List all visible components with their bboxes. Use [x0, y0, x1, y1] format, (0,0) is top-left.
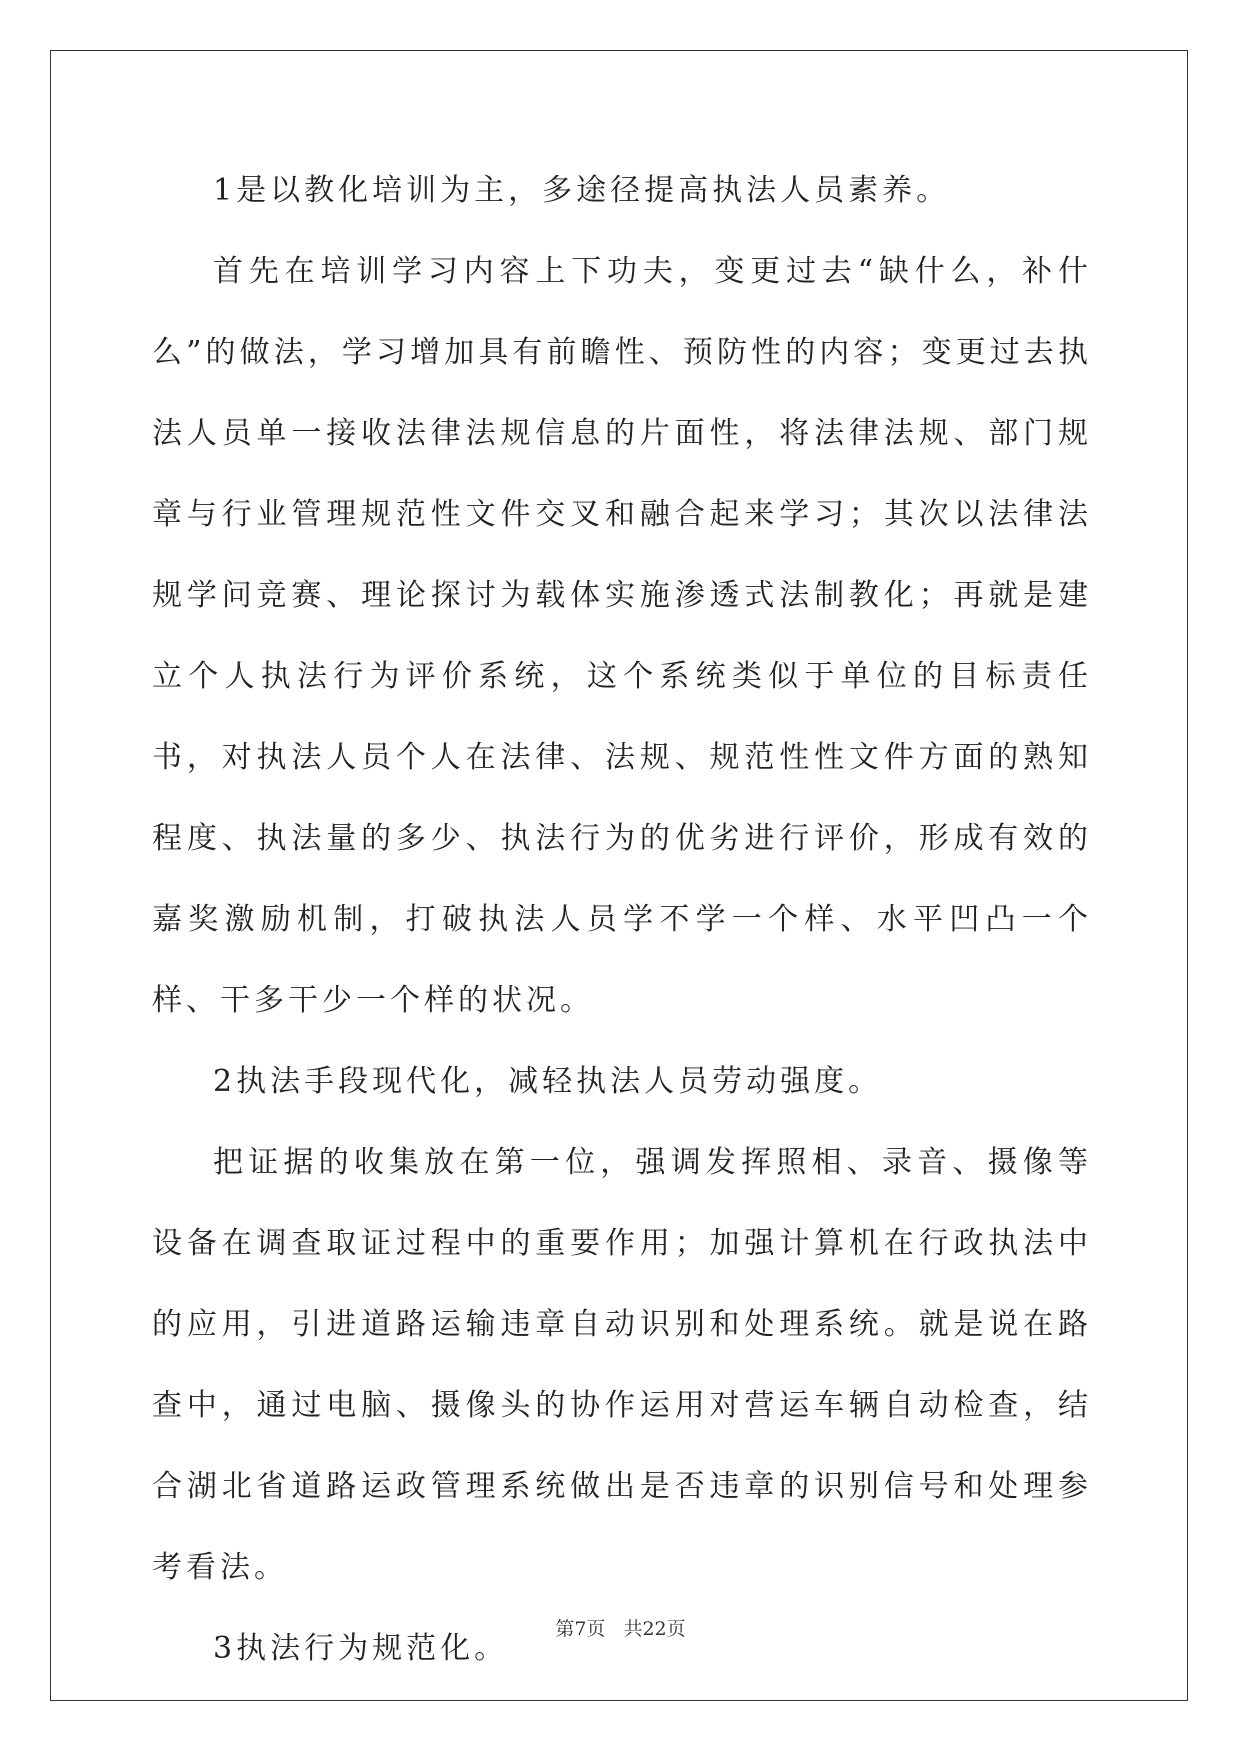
document-body: [152, 150, 1092, 1689]
paragraph-4: 把证据的收集放在第一位，强调发挥照相、录音、摄像等设备在调查取证过程中的重要作用；加强计算机在行政执法中的应用，引进道路运输违章自动识别和处理系统。就是说在路查中，通过电脑、摄像头的协作运用对营运车辆自动检查，结合湖北省道路运政管理系统做出是否违章的识别信号和处理参考看法。: [152, 1145, 1092, 1585]
paragraph-2: 首先在培训学习内容上下功夫，变更过去“缺什么，补什么”的做法，学习增加具有前瞻性、预防性的内容；变更过去执法人员单一接收法律法规信息的片面性，将法律法规、部门规章与行业管理规范性文件交叉和融合起来学习；其次以法律法规学问竞赛、理论探讨为载体实施渗透式法制教化；再就是建立个人执法行为评价系统，这个系统类似于单位的目标责任书，对执法人员个人在法律、法规、规范性性文件方面的熟知程度、执法量的多少、执法行为的优劣进行评价，形成有效的嘉奖激励机制，打破执法人员学不学一个样、水平凹凸一个样、干多干少一个样的状况。: [152, 254, 1092, 1018]
paragraph-1: 1是以教化培训为主，多途径提高执法人员素养。: [213, 173, 951, 208]
page-number: 第7页: [555, 1618, 606, 1640]
page-total: 共22页: [623, 1618, 686, 1640]
page-footer: [0, 1614, 1241, 1641]
paragraph-3: 2执法手段现代化，减轻执法人员劳动强度。: [213, 1064, 883, 1099]
paragraph-5: 3执法行为规范化。: [213, 1631, 509, 1666]
